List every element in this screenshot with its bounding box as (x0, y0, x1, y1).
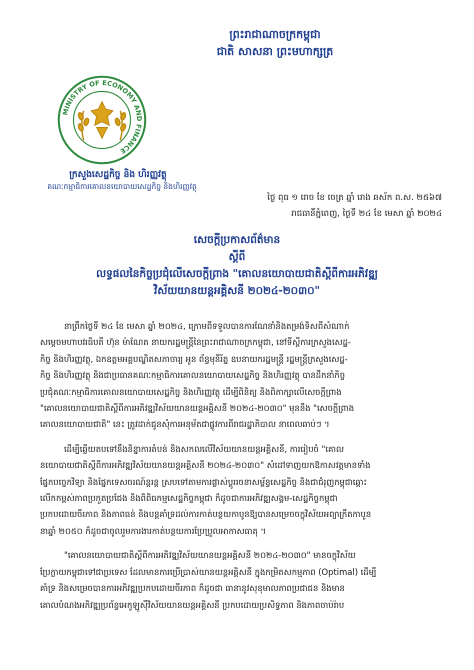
body-line: ផ្នែកបច្ចេកវិទ្យា និងផ្នែកទេសចរណ៍ន្តរន្ត ស្របទៅតាមការផ្លាស់ប្តូររចនាសម្ព័ន្ធសេដ្ឋកិច្ច និងជាជំរុញកម្ពុជាឆ្ពោះ (40, 476, 368, 487)
body-line: នាព្រឹកថ្ងៃទី ២៤ ខែ មេសា ឆ្នាំ ២០២៤, ក្រោមពីទទួលបានការណែនាំនិងតម្រង់ទិសពីសំណាក់ (64, 321, 350, 331)
body-line: នយោបាយជាតិស្តីពីការអភិវឌ្ឍវិស័យយានយន្តអគ្គិសនី ២០២៤-២០៣០" សំដៅទាញយកឱកាសវត្តមានទាំង (40, 460, 371, 471)
title-regarding: ស្តីពី (228, 251, 246, 263)
document-title (60, 232, 414, 300)
body-line: គាំទ្រ និងសម្រេចបានការអភិវឌ្ឍប្រកបដោយចីរភាព ក៏ដូចជា ធានានូវសុខុមាលភាពប្រជាជន និងមាន (40, 583, 345, 594)
ministry-department: គណៈកម្មាធិការគោលនយោបាយសេដ្ឋកិច្ច និងហិរញ្ញវត្ថុ (47, 182, 197, 191)
logo-ring-text: MINISTRY OF ECONOMY AND FINANCE (61, 78, 144, 156)
body-line: "គោលនយោបាយជាតិស្តីពីការអភិវឌ្ឍវិស័យយានយន្តអគ្គិសនី ២០២៤-២០៣០" មានចក្ខុវិស័យ (64, 550, 356, 561)
body-line: ដើម្បីឆ្លើយតបទៅនឹងនិន្នាការតំបន់ និងសកលលើវិស័យយានយន្តអគ្គិសនី, ការរៀបចំ "គោល (64, 443, 344, 454)
national-motto: ជាតិ សាសនា ព្រះមហាក្សត្រ (216, 45, 334, 58)
body-line: កិច្ច និងហិរញ្ញវត្ថុ និងជាប្រធានគណៈកម្មាធិការគោលនយោបាយសេដ្ឋកិច្ច និងហិរញ្ញវត្ថុ បានដឹកនាំកិច្ច (40, 370, 346, 381)
title-subject-line-2: វិស័យយានយន្តអគ្គិសនី ២០២៤-២០៣០" (153, 285, 320, 297)
body-line: សម្តេចមហាបវរធិបតី ហ៊ុន ម៉ាណែត នាយករដ្ឋមន្ត្រីនៃព្រះរាជាណាចក្រកម្ពុជា, នៅទីស្តីការក្រសួងសេដ្ឋ- (40, 337, 351, 348)
ministry-name: ក្រសួងសេដ្ឋកិច្ច និង ហិរញ្ញវត្ថុ (69, 170, 167, 180)
kingdom-title: ព្រះរាជាណាចក្រកម្ពុជា (229, 28, 321, 41)
body-line: ប្រកបដោយចីរភាព និងភាពធន់ និងបន្តគាំទ្រដល់ការកាត់បន្ថយកាបូនឱ្យបានសម្រេចចក្ខុវិស័យអព្យាក្រឹតកាបូន (40, 509, 372, 520)
ministry-logo-icon (56, 74, 148, 166)
document-body (40, 318, 440, 621)
body-line: នាឆ្នាំ ២០៥០ ក៏ដូចជាចូលរួមការងារកាត់បន្ថយការប្រែប្រួលអាកាសធាតុ ។ (40, 525, 267, 536)
body-line: លើកកម្ពស់ភាពប្រកួតប្រជែង និងពិពិធកម្មសេដ្ឋកិច្ចកម្ពុជា ក៏ដូចជាការអភិវឌ្ឍសង្គម-សេដ្ឋកិច្ចកម្ពុជា (40, 493, 338, 504)
paragraph-2 (40, 441, 440, 539)
paragraph-1 (40, 318, 440, 433)
title-press-release: សេចក្តីប្រកាសព័ត៌មាន (193, 234, 281, 246)
title-subject-line-1: លទ្ធផលនៃកិច្ចប្រជុំលើសេចក្តីព្រាង "គោលនយោបាយជាតិស្តីពីការអភិវឌ្ឍ (96, 268, 378, 280)
lunar-date: ថ្ងៃ ពុធ ១ រោច ខែ ចេត្រ ឆ្នាំ រោង ឆស័ក ព.ស. ២៥៦៧ (267, 193, 442, 203)
paragraph-3 (40, 547, 440, 613)
body-line: "គោលនយោបាយជាតិស្តីពីការអភិវឌ្ឍវិស័យយានយន្តអគ្គិសនី ២០២៤-២០៣០" មុននឹង "សេចក្តីព្រាង (40, 403, 355, 414)
body-line: គោលនយោបាយជាតិ" នេះ ត្រូវដាក់ជូនសុំការអនុម័តជាផ្លូវការពីរាជរដ្ឋាភិបាល នាពេលឆាប់ៗ ។ (40, 419, 330, 430)
kingdom-header (150, 26, 400, 60)
body-line: កិច្ច និងហិរញ្ញវត្ថុ, ឯកឧត្តមអគ្គបណ្ឌិតសភាចារ្យ អូន ព័ន្ធមុនីរ័ត្ន ឧបនាយករដ្ឋមន្ត្រី រដ្ឋមន្ត្រីក្រសួងសេដ្ឋ- (40, 353, 348, 364)
body-line: ប្រែក្លាយកម្ពុជាទៅជាប្រទេស ដែលមានការប្រើប្រាស់យានយន្តអគ្គិសនី ក្នុងកម្រិតសកម្មភាព (Optimal) ដើម្បី (40, 566, 377, 577)
place-and-date: រាជធានីភ្នំពេញ, ថ្ងៃទី ២៤ ខែ មេសា ឆ្នាំ ២០២៤ (291, 209, 442, 219)
body-line: ប្រជុំគណៈកម្មាធិការគោលនយោបាយសេដ្ឋកិច្ច និងហិរញ្ញវត្ថុ ដើម្បីពិនិត្យ និងពិភាក្សាលើសេចក្តីព្រាង (40, 386, 342, 397)
body-line: គោលបំណងអភិវឌ្ឍប្រព័ន្ធអេកូឡូស៊ីវិស័យយានយន្តអគ្គិសនី ប្រកបដោយប្រសិទ្ធភាព និងភាពចាប់រ៉ាប (40, 599, 345, 610)
